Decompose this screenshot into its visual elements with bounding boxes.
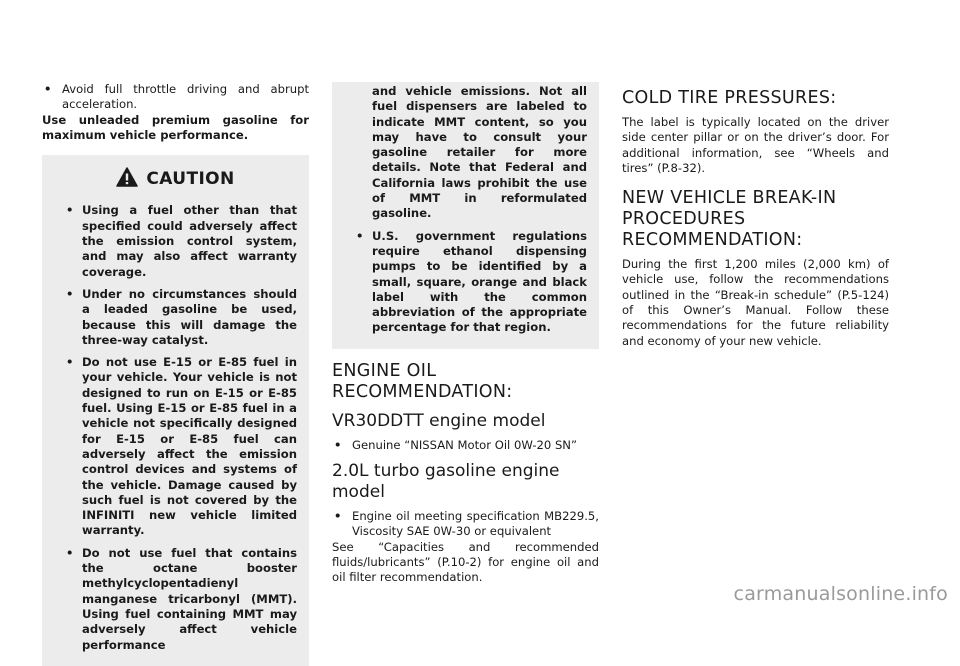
bullet-marker: • [66, 545, 74, 560]
vr30-oil-bullet [332, 438, 599, 453]
bullet-marker: • [66, 203, 74, 218]
caution-continuation-text: and vehicle emissions. Not all fuel dispensers are labeled to indicate MMT content, so you may have to consult your gasoline retailer for more details. Note that Federal and California laws prohibit the use of MMT in reformulated gasoline. [372, 84, 587, 221]
caution-continuation [344, 84, 587, 222]
turbo-heading: 2.0L turbo gasoline engine model [332, 461, 560, 503]
turbo-oil-text: Engine oil meeting specification MB229.5, Viscosity SAE 0W-30 or equivalent [352, 509, 599, 539]
cold-tire-text: The label is typically located on the driver side center pillar or on the driver’s door. For additional information, see “Wheels and tires” (P.8-32). [622, 115, 889, 175]
watermark: carmanualsonline.info [733, 583, 948, 605]
bullet-marker: • [334, 437, 342, 452]
caution-item [344, 229, 587, 336]
bullet-marker: • [66, 286, 74, 301]
engine-oil-heading: ENGINE OIL RECOMMENDATION: [332, 360, 513, 402]
column-left [42, 82, 309, 666]
turbo-oil-bullet [332, 509, 599, 540]
break-in-text: During the first 1,200 miles (2,000 km) of vehicle use, follow the recommendations outlined in the “Break-in schedule” (P.5-124) of this Owner’s Manual. Follow these recommendations for the future reliability and economy of your new vehicle. [622, 257, 889, 348]
cold-tire-heading: COLD TIRE PRESSURES: [622, 88, 837, 108]
caution-item [54, 203, 297, 279]
warning-triangle-icon [116, 167, 138, 191]
column-right [622, 88, 889, 349]
bullet-marker: • [66, 355, 74, 370]
bullet-marker: • [334, 509, 342, 524]
premium-gasoline-text: Use unleaded premium gasoline for maximum vehicle performance. [42, 112, 309, 142]
caution-item [54, 546, 297, 653]
bullet-marker: • [44, 82, 52, 96]
vr30-heading: VR30DDTT engine model [332, 410, 546, 431]
caution-item-text: Do not use fuel that contains the octane booster methylcyclopentadienyl manganese tricarbonyl (MMT). Using fuel containing MMT may adversely affect vehicle performance [82, 545, 297, 652]
caution-header [54, 167, 297, 191]
avoid-throttle-text: Avoid full throttle driving and abrupt acceleration. [62, 82, 309, 112]
break-in-heading: NEW VEHICLE BREAK-IN PROCEDURES RECOMMENDATION: [622, 188, 837, 251]
avoid-throttle-bullet [42, 82, 309, 113]
vr30-oil-text: Genuine “NISSAN Motor Oil 0W-20 SN” [352, 437, 577, 452]
caution-item-text: U.S. government regulations require ethanol dispensing pumps to be identified by a small, square, orange and black label with the common abbreviation of the appropriate percentage for that region. [372, 228, 587, 335]
see-capacities-text: See “Capacities and recommended fluids/lubricants” (P.10-2) for engine oil and oil filter recommendation. [332, 539, 599, 585]
caution-item-text: Using a fuel other than that specified could adversely affect the emission control system, and may also affect warranty coverage. [82, 203, 297, 279]
caution-item-text: Under no circumstances should a leaded gasoline be used, because this will damage the three-way catalyst. [82, 286, 297, 347]
caution-box-continued [332, 82, 599, 349]
caution-item [54, 355, 297, 539]
column-middle [332, 82, 599, 586]
caution-box [42, 155, 309, 666]
bullet-marker: • [356, 228, 364, 243]
caution-title: CAUTION [146, 168, 235, 189]
caution-item-text: Do not use E-15 or E-85 fuel in your vehicle. Your vehicle is not designed to run on E-15 or E-85 fuel. Using E-15 or E-85 fuel in a vehicle not specifically designed for E-15 or E-85 fuel can adversely affect the emission control devices and systems of the vehicle. Damage caused by such fuel is not covered by the INFINITI new vehicle limited warranty. [82, 355, 297, 538]
caution-item [54, 287, 297, 348]
